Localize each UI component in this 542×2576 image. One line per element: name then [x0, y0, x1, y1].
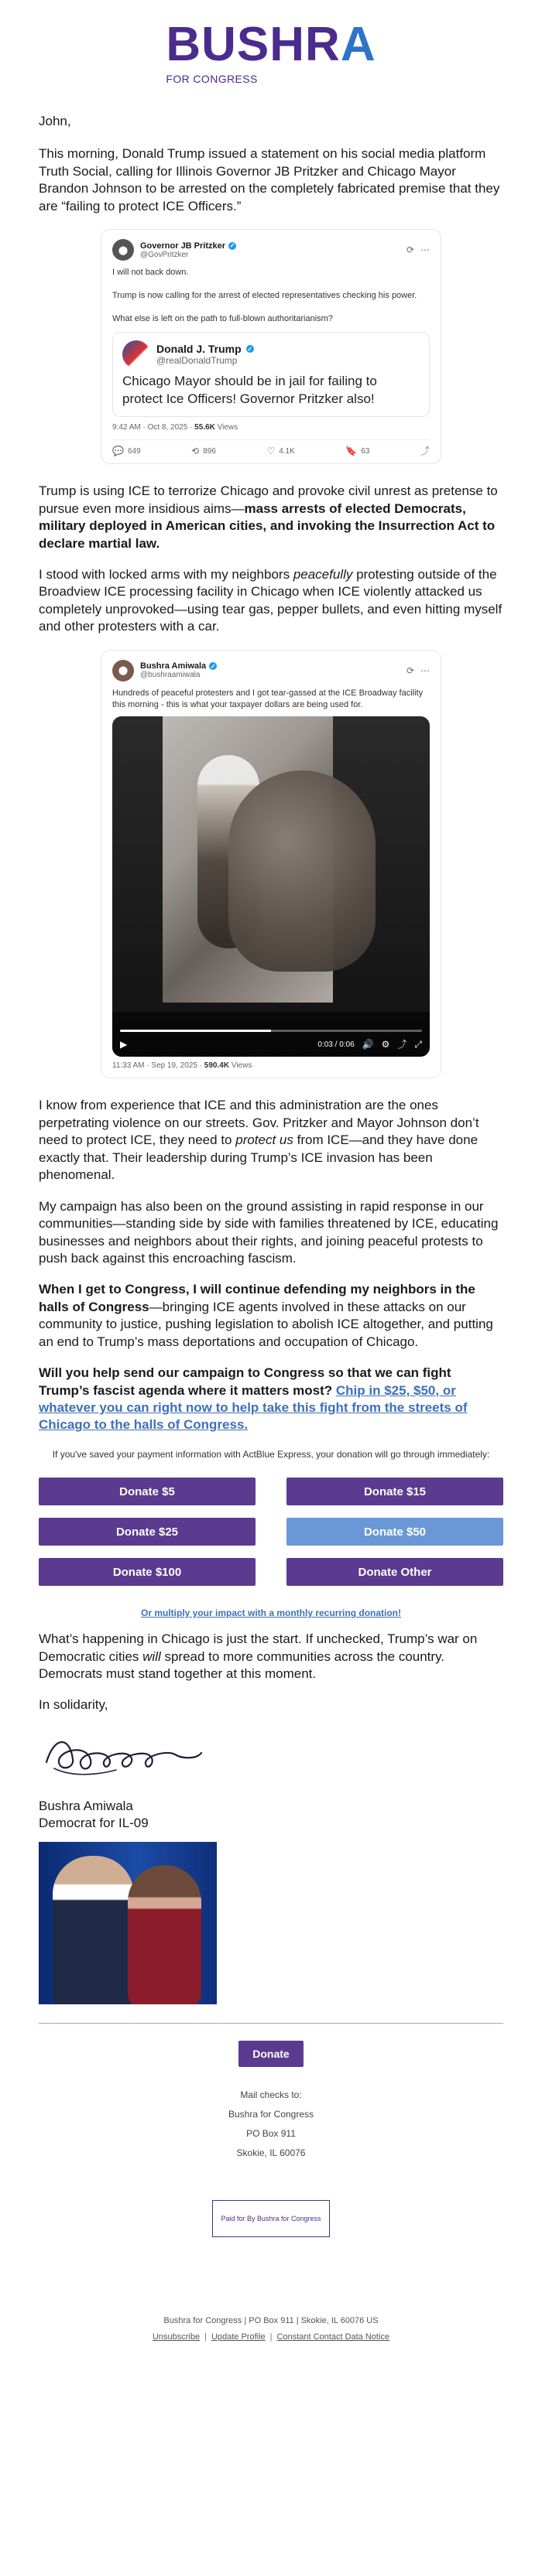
video-controls-right [317, 1040, 422, 1049]
donate-100-button[interactable]: Donate $100 [39, 1558, 256, 1586]
video-controls-left [120, 1040, 127, 1049]
video-progress-fill [120, 1030, 271, 1032]
signature-icon [39, 1728, 209, 1782]
play-icon[interactable]: ▶ [120, 1039, 128, 1051]
paragraph-3 [39, 566, 503, 636]
share-icon[interactable]: ⤴ [397, 1039, 407, 1051]
video-controls [112, 1012, 430, 1057]
data-notice-link[interactable]: Constant Contact Data Notice [276, 2332, 390, 2342]
tweet-handle: @bushraamiwala [140, 671, 201, 680]
verified-icon: ✓ [229, 242, 235, 250]
footer-separator: | [269, 2332, 273, 2342]
tweet-user [112, 660, 217, 682]
verified-icon: ✓ [247, 345, 253, 353]
paragraph-4 [39, 1097, 503, 1184]
header-logo [0, 6, 542, 99]
tweet-views-label: Views [231, 1061, 252, 1071]
donate-5-button[interactable]: Donate $5 [39, 1478, 256, 1505]
paragraph-3-suffix: protesting outside of the Broadview ICE processing facility in Chicago when ICE violently attacked us completely unprovoked—using tear gas, pepper bullets, and even hitting myself and other protesters with a car. [39, 567, 503, 634]
quote-avatar [122, 340, 150, 368]
update-profile-link[interactable]: Update Profile [211, 2332, 266, 2342]
quote-name-text: Donald J. Trump [156, 343, 242, 356]
quote-head [122, 340, 420, 368]
refresh-icon[interactable]: ⟳ [406, 664, 414, 676]
tweet-name: Bushra Amiwala [140, 661, 207, 671]
share-icon: ⤴ [420, 446, 430, 457]
reply-action[interactable] [112, 446, 141, 456]
tweet-text-content: I will not back down. Trump is now calling for the arrest of elected representatives checking his power. What else is left on the path to full-blown authoritarianism? [112, 268, 417, 323]
video-controls-row [120, 1040, 422, 1049]
brand-wordmark-accent-letter: A [340, 18, 376, 71]
donate-other-button[interactable]: Donate Other [286, 1558, 503, 1586]
donate-intro: If you've saved your payment information with ActBlue Express, your donation will go through immediately: [52, 1448, 490, 1460]
tweet-head [112, 239, 430, 261]
quote-user [156, 343, 254, 366]
tweet-views: 590.4K [204, 1061, 230, 1071]
tweet-top-actions [406, 245, 430, 255]
retweet-action[interactable] [191, 446, 216, 456]
more-icon[interactable]: ⋯ [420, 244, 430, 256]
video-shoulder [228, 770, 376, 972]
tweet-meta [112, 423, 430, 432]
reply-count: 649 [127, 446, 141, 456]
section-divider [39, 2023, 503, 2024]
footer [0, 2313, 542, 2345]
paragraph-8-suffix: spread to more communities across the country. Democrats must stand together at this moment. [39, 1648, 445, 1681]
tweet-time: 11:33 AM · Sep 19, 2025 · [112, 1061, 203, 1071]
avatar: ⬤ [112, 239, 134, 261]
paragraph-6-bold: When I get to Congress, I will continue defending my neighbors in the halls of Congress [39, 1282, 475, 1314]
paragraph-7-bold: Will you help send our campaign to Congress so that we can fight Trump’s fascist agenda where it matters most? [39, 1365, 451, 1398]
mail-line-3: PO Box 911 [246, 2128, 296, 2140]
monthly-recurring-link[interactable]: Or multiply your impact with a monthly recurring donation! [140, 1607, 402, 1619]
donate-50-button[interactable]: Donate $50 [286, 1518, 503, 1546]
paragraph-2-bold: mass arrests of elected Democrats, military deployed in American cities, and invoking the Insurrection Act to declare martial law. [39, 501, 496, 551]
tweet-user [112, 239, 236, 261]
heart-icon: ♡ [266, 446, 276, 457]
tweet-meta [112, 1061, 430, 1070]
paragraph-7 [39, 1365, 503, 1434]
tweet-head [112, 660, 430, 682]
share-action[interactable] [420, 446, 430, 456]
tweet-views-label: Views [217, 423, 238, 432]
brand-wordmark-text: BUSHRA [166, 18, 376, 71]
tweet-video[interactable] [112, 716, 430, 1057]
footer-separator: | [204, 2332, 207, 2342]
like-action[interactable] [266, 446, 294, 456]
paragraph-5: My campaign has also been on the ground assisting in rapid response in our communities—standing side by side with families threatened by ICE, educating businesses and neighbors about their rights, and joining peaceful protests to push back against this encroaching fascism. [39, 1198, 499, 1266]
donate-25-button[interactable]: Donate $25 [39, 1518, 256, 1546]
bottom-donate-button[interactable]: Donate [238, 2041, 304, 2067]
mail-line-1: Mail checks to: [240, 2089, 302, 2100]
retweet-icon: ⟲ [191, 446, 200, 457]
donate-15-button[interactable]: Donate $15 [286, 1478, 503, 1505]
tweet-display-name [140, 241, 236, 251]
paid-for-text: Paid for By Bushra for Congress [221, 2215, 321, 2223]
mail-line-4: Skokie, IL 60076 [236, 2147, 306, 2159]
brand-wordmark [166, 18, 376, 71]
paragraph-4-em: protect us [235, 1133, 293, 1148]
video-progress[interactable] [120, 1030, 422, 1032]
paragraph-6-suffix: —bringing ICE agents involved in these attacks on our community to justice, pushing legislation to abolish ICE altogether, and putting an end to Trump’s mass deportations and occupation of Chicago. [39, 1299, 493, 1349]
photo-person-left [53, 1856, 134, 2004]
bookmark-count: 63 [361, 446, 370, 456]
tweet-handle: @GovPritzker [140, 250, 189, 259]
brand-subline: FOR CONGRESS [166, 73, 258, 85]
bookmark-action[interactable] [345, 446, 369, 456]
bookmark-icon: 🔖 [345, 446, 358, 457]
mail-checks-block [0, 2086, 542, 2164]
tweet-top-actions [406, 666, 430, 675]
brand-logo [166, 18, 376, 85]
tweet-user-lines [140, 241, 236, 259]
paragraph-8-prefix: What’s happening in Chicago is just the start. If unchecked, Trump’s war on Democratic cities [39, 1631, 478, 1664]
paragraph-7-link[interactable]: Chip in $25, $50, or whatever you can right now to help take this fight from the streets of Chicago to the halls of Congress. [39, 1382, 468, 1433]
like-count: 4.1K [279, 446, 295, 456]
paragraph-1: This morning, Donald Trump issued a statement on his social media platform Truth Social, calling for Illinois Governor JB Pritzker and Chicago Mayor Brandon Johnson to be arrested on the completely fabricated premise that they are “failing to protect ICE Officers.” [39, 146, 500, 214]
paragraph-3-prefix: I stood with locked arms with my neighbors [39, 567, 293, 583]
mail-line-2: Bushra for Congress [228, 2108, 314, 2120]
donate-grid [39, 1478, 503, 1586]
footer-address: Bushra for Congress | PO Box 911 | Skokie, IL 60076 US [163, 2316, 379, 2326]
paragraph-4-prefix: I know from experience that ICE and this administration are the ones perpetrating violence on our streets. Gov. Pritzker and Mayor Johnson don’t need to protect ICE, they need to [39, 1098, 479, 1148]
refresh-icon[interactable]: ⟳ [406, 244, 414, 256]
settings-icon[interactable]: ⚙ [381, 1039, 390, 1051]
paragraph-8 [39, 1631, 503, 1683]
quote-name [156, 343, 254, 355]
greeting: John, [39, 114, 71, 128]
signature [39, 1728, 503, 1782]
unsubscribe-link[interactable]: Unsubscribe [152, 2332, 201, 2342]
verified-icon: ✓ [210, 662, 216, 670]
paragraph-4-suffix: from ICE—and they have done exactly that. Their leadership during Trump’s ICE invasion has been phenomenal. [39, 1133, 479, 1183]
quoted-post[interactable] [112, 332, 430, 417]
campaign-photo [39, 1842, 217, 2004]
closing-line: In solidarity, [39, 1697, 108, 1713]
paragraph-2 [39, 483, 503, 552]
tweet-card-bushra[interactable] [101, 650, 441, 1079]
paragraph-2-prefix: Trump is using ICE to terrorize Chicago and provoke civil unrest as pretense to pursue even more insidious aims— [39, 483, 498, 516]
tweet-card-pritzker[interactable] [101, 229, 441, 464]
tweet-time: 9:42 AM · Oct 8, 2025 · [112, 423, 193, 432]
tweet-text: Hundreds of peaceful protesters and I got tear-gassed at the ICE Broadway facility this morning - this is what your taxpayer dollars are being used for. [112, 688, 424, 709]
paragraph-8-em: will [142, 1648, 161, 1664]
retweet-count: 896 [203, 446, 216, 456]
volume-icon[interactable]: 🔊 [362, 1039, 374, 1051]
signature-name: Bushra Amiwala [39, 1798, 133, 1813]
fullscreen-icon[interactable]: ⤢ [414, 1039, 422, 1051]
quote-handle: @realDonaldTrump [156, 355, 238, 367]
tweet-display-name [140, 661, 217, 671]
footer-links [0, 2329, 542, 2345]
paragraph-6 [39, 1281, 503, 1351]
email-content [0, 113, 542, 2004]
more-icon[interactable]: ⋯ [420, 664, 430, 676]
tweet-views: 55.6K [194, 423, 215, 432]
photo-person-right [128, 1865, 201, 2004]
reply-icon: 💬 [112, 446, 124, 457]
signature-title: Democrat for IL-09 [39, 1816, 149, 1831]
paid-for-box [212, 2200, 330, 2237]
tweet-actions [112, 439, 430, 456]
tweet-text [112, 267, 430, 324]
paragraph-3-em: peacefully [293, 567, 353, 583]
quote-text: Chicago Mayor should be in jail for failing to protect Ice Officers! Governor Pritzker also! [122, 374, 377, 407]
avatar: ⬤ [112, 660, 134, 682]
tweet-user-lines [140, 661, 217, 679]
video-time: 0:03 / 0:06 [317, 1040, 355, 1049]
tweet-name: Governor JB Pritzker [140, 241, 226, 251]
